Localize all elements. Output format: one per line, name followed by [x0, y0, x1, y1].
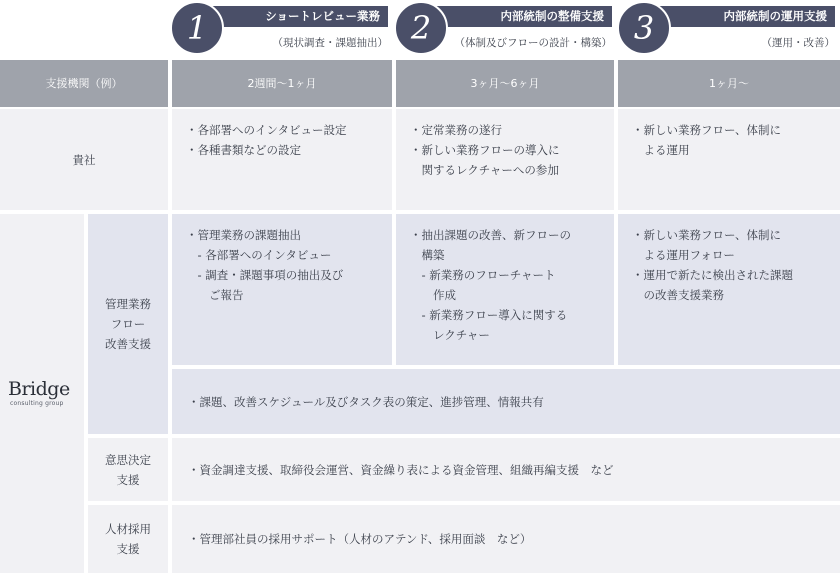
flow-label-line: 管理業務: [105, 297, 151, 311]
flow-phase-3-line: の改善支援業務: [632, 288, 724, 302]
flow-phase-1-cell: [172, 214, 392, 365]
row-label-decision: [88, 438, 168, 501]
bridge-logo-text: Bridge: [8, 378, 70, 400]
flow-phase-2-line: ・抽出課題の改善、新フローの: [410, 228, 571, 242]
client-phase-2-cell: [396, 109, 614, 210]
flow-phase-2-line: - 新業務のフローチャート: [410, 268, 556, 282]
decision-span-text: ・資金調達支援、取締役会運営、資金繰り表による資金管理、組織再編支援 など: [188, 462, 614, 477]
phase-1-subtitle: （現状調査・課題抽出）: [272, 37, 388, 49]
flow-label-line: 改善支援: [105, 337, 151, 351]
flow-phase-2-cell: [396, 214, 614, 365]
hr-span-text: ・管理部社員の採用サポート（人材のアテンド、採用面談 など）: [188, 532, 532, 546]
client-phase-2-line: ・新しい業務フローの導入に: [410, 143, 560, 157]
phase-3-number: 3: [617, 1, 671, 55]
flow-phase-2-line: 構築: [410, 248, 445, 262]
decision-label-line: 支援: [116, 472, 140, 487]
flow-phase-2-line: 作成: [410, 288, 456, 302]
flow-phase-3-cell: [618, 214, 840, 365]
phase-1-title: ショートレビュー業務: [206, 6, 388, 27]
flow-phase-1-line: - 各部署へのインタビュー: [186, 248, 332, 262]
phase-3: [617, 0, 835, 56]
client-phase-3-line: ・新しい業務フロー、体制に: [632, 123, 782, 137]
phase-1-number: 1: [170, 1, 224, 55]
client-phase-1-line: ・各部署へのインタビュー設定: [186, 123, 347, 137]
phase-1: [170, 0, 388, 56]
flow-phase-2-line: - 新業務フロー導入に関する: [410, 308, 568, 322]
flow-span-cell: [172, 369, 840, 434]
flow-phase-3-line: よる運用フォロー: [632, 248, 735, 262]
client-phase-2-line: 関するレクチャーへの参加: [410, 163, 559, 177]
header-period-1: 2週間～1ヶ月: [172, 60, 392, 107]
flow-phase-1-line: - 調査・課題事項の抽出及び: [186, 268, 344, 282]
phase-2-number: 2: [394, 1, 448, 55]
flow-phase-3-line: ・運用で新たに検出された課題: [632, 268, 793, 282]
hr-label-line: 人材採用: [105, 522, 151, 536]
hr-span-cell: [172, 505, 840, 573]
client-phase-1-line: ・各種書類などの設定: [186, 143, 301, 157]
bridge-logo-subtext: consulting group: [10, 400, 64, 407]
flow-label-line: フロー: [110, 317, 146, 331]
header-period-2: 3ヶ月～6ヶ月: [396, 60, 614, 107]
decision-label-line: 意思決定: [105, 452, 151, 467]
phase-2-title: 内部統制の整備支援: [430, 6, 612, 27]
client-phase-1-cell: [172, 109, 392, 210]
hr-label-line: 支援: [116, 542, 140, 556]
row-label-hr: [88, 505, 168, 573]
row-label-client: [0, 109, 168, 210]
client-phase-3-line: よる運用: [632, 143, 690, 157]
phase-2-subtitle: （体制及びフローの設計・構築）: [454, 37, 612, 49]
flow-phase-3-line: ・新しい業務フロー、体制に: [632, 228, 782, 242]
phase-2: [394, 0, 612, 56]
header-period-3: 1ヶ月～: [618, 60, 840, 107]
header-support-org: 支援機関（例）: [0, 60, 168, 107]
bridge-logo: [8, 378, 84, 412]
row-label-flow: [88, 214, 168, 434]
client-label: 貴社: [72, 152, 96, 167]
decision-span-cell: [172, 438, 840, 501]
flow-phase-1-line: ご報告: [186, 288, 244, 302]
flow-phase-2-line: レクチャー: [410, 328, 490, 342]
client-phase-2-line: ・定常業務の遂行: [410, 123, 502, 137]
flow-span-text: ・課題、改善スケジュール及びタスク表の策定、進捗管理、情報共有: [188, 394, 544, 409]
client-phase-3-cell: [618, 109, 840, 210]
phase-3-title: 内部統制の運用支援: [653, 6, 835, 27]
flow-phase-1-line: ・管理業務の課題抽出: [186, 228, 301, 242]
phase-3-subtitle: （運用・改善）: [761, 37, 835, 49]
